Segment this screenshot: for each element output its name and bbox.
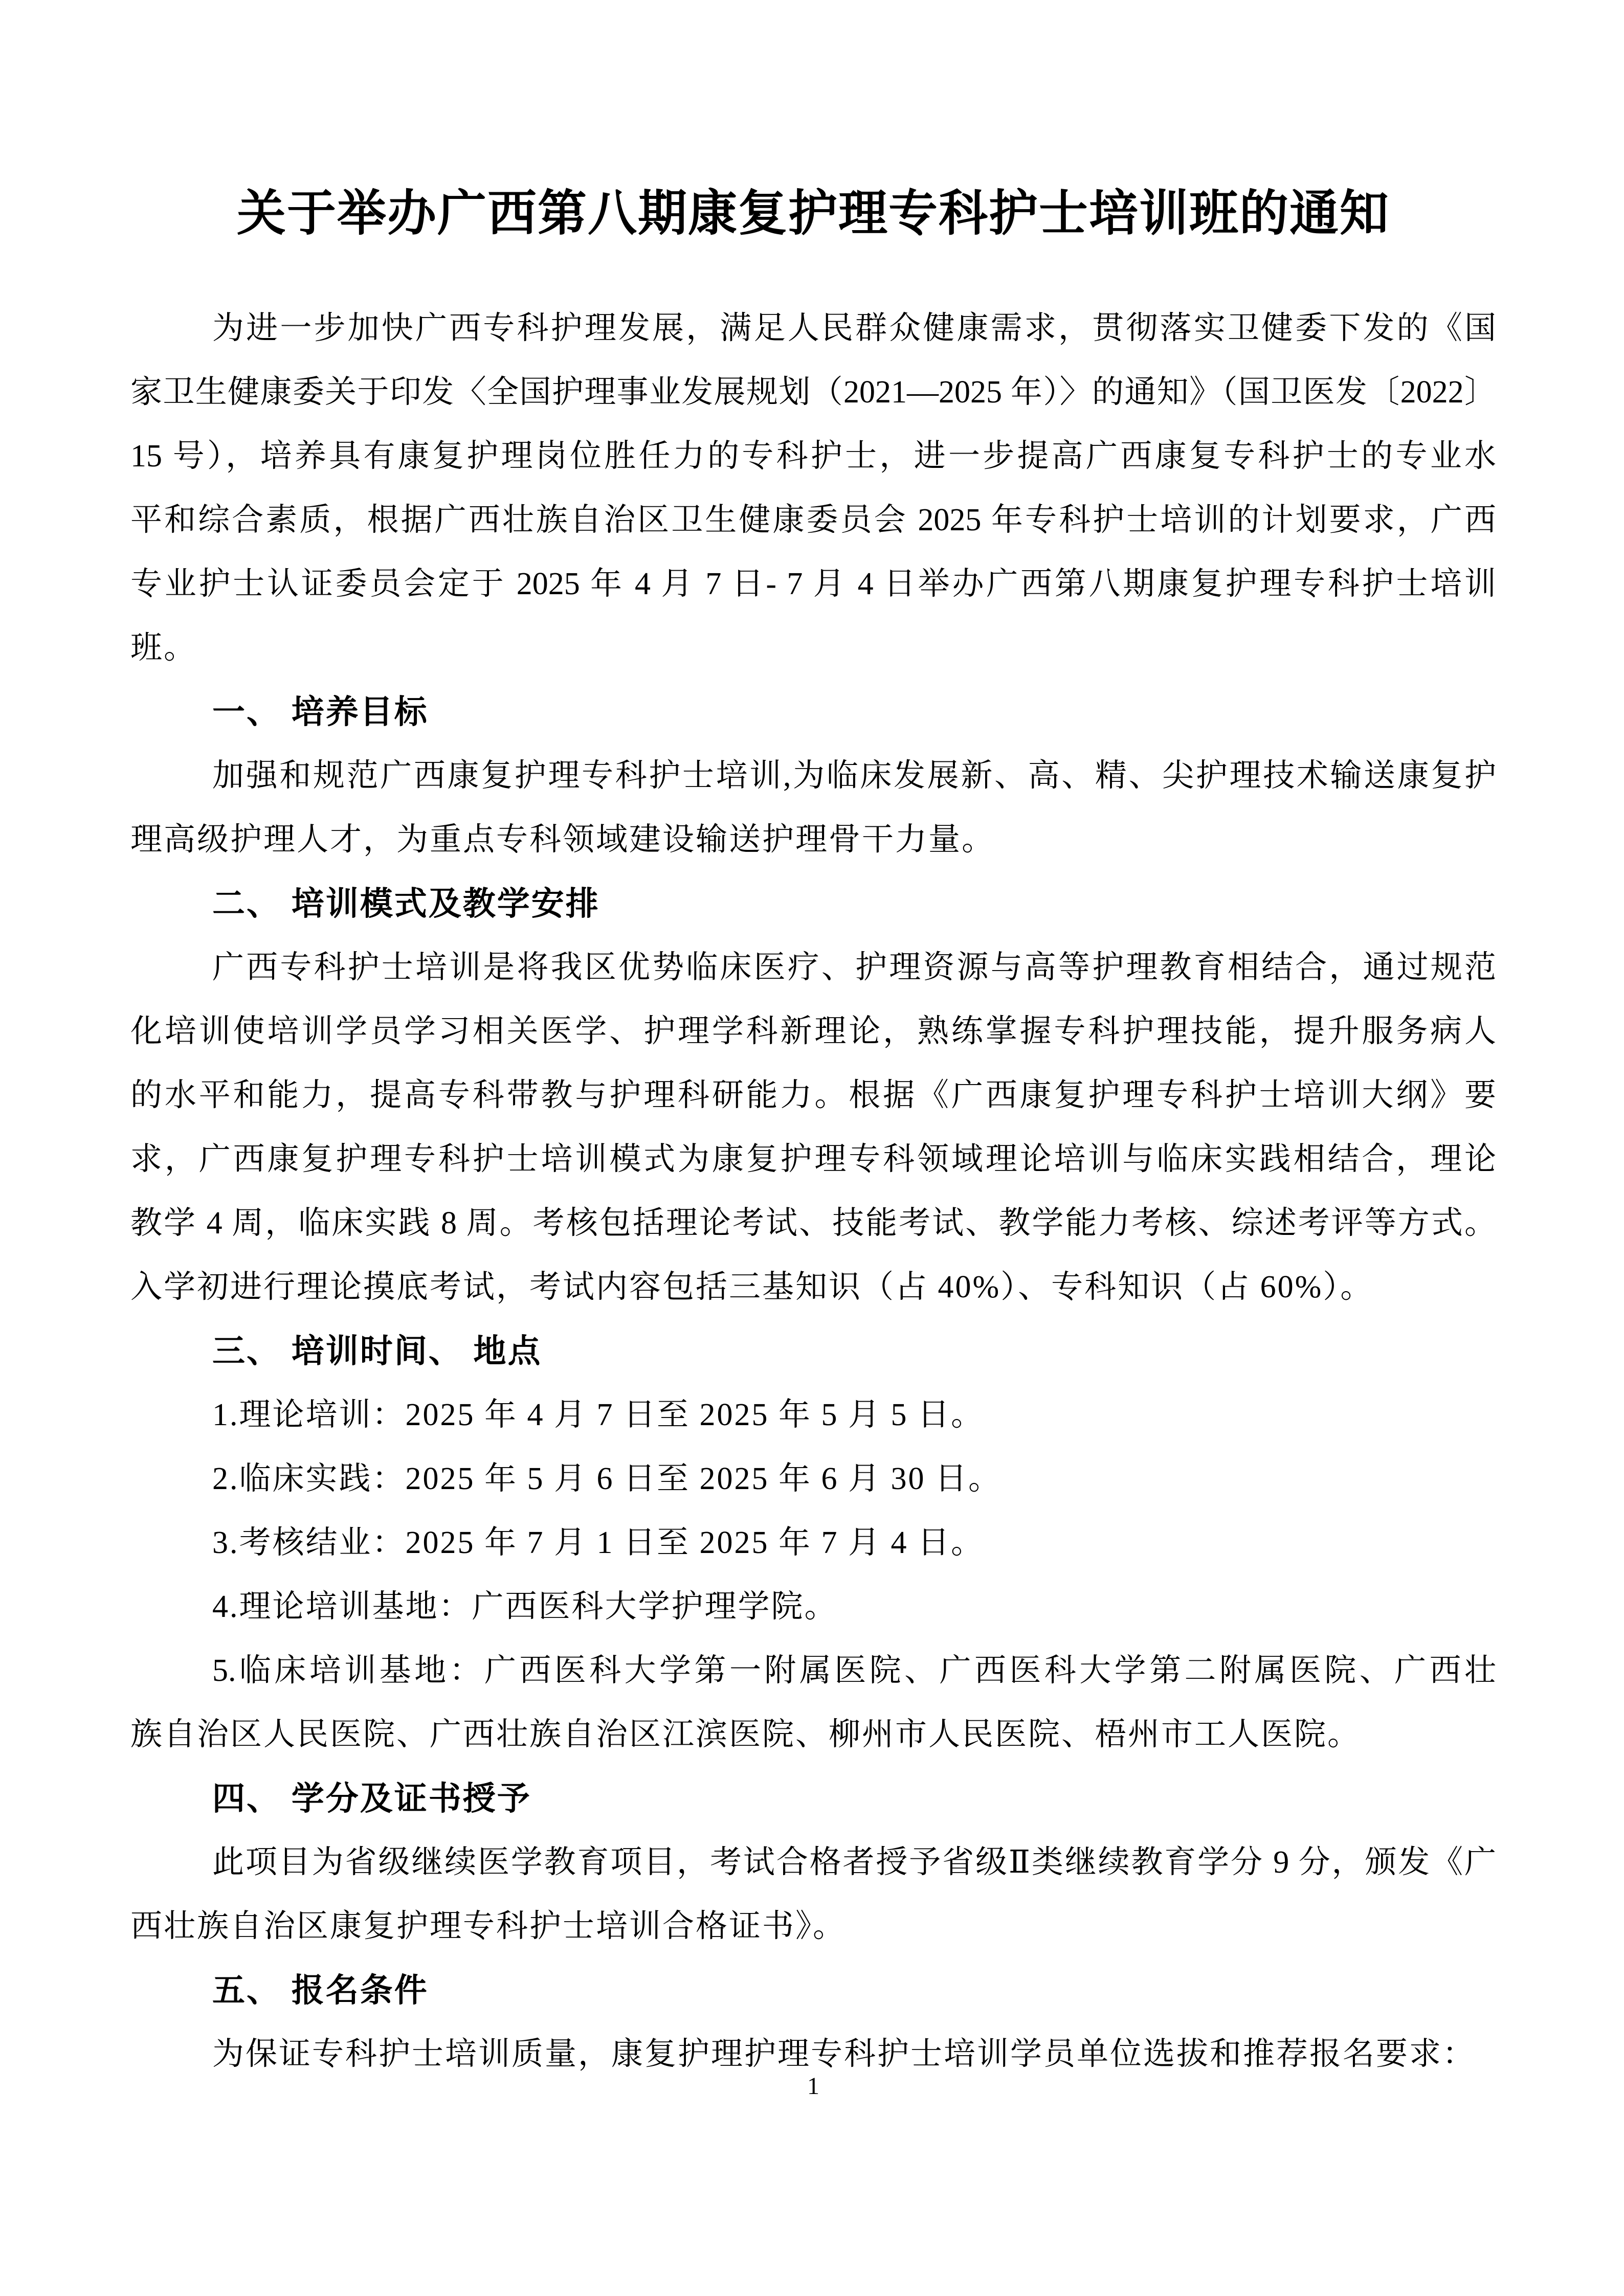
- page-number: 1: [807, 2073, 819, 2100]
- intro-paragraph: [130, 297, 1496, 680]
- section-heading-training-goal: 一、 培养目标: [212, 693, 429, 730]
- text-line: 班。: [130, 631, 197, 665]
- text-line: 教学 4 周，临床实践 8 周。考核包括理论考试、技能考试、教学能力考核、综述考评等方式。: [130, 1206, 1496, 1241]
- text-line: 理高级护理人才，为重点专科领域建设输送护理骨干力量。: [130, 822, 995, 857]
- list-item: 5.临床培训基地：广西医科大学第一附属医院、广西医科大学第二附属医院、广西壮: [212, 1653, 1496, 1688]
- text-line: 加强和规范广西康复护理专科护士培训,为临床发展新、高、精、尖护理技术输送康复护: [212, 758, 1496, 793]
- section-heading-training-mode: 二、 培训模式及教学安排: [212, 885, 600, 922]
- document-title: 关于举办广西第八期康复护理专科护士培训班的通知: [237, 186, 1390, 241]
- text-line: 广西专科护士培训是将我区优势临床医疗、护理资源与高等护理教育相结合，通过规范: [212, 950, 1496, 985]
- text-line: 专业护士认证委员会定于 2025 年 4 月 7 日- 7 月 4 日举办广西第八期康复护理专科护士培训: [130, 567, 1496, 601]
- text-line: 为进一步加快广西专科护理发展，满足人民群众健康需求，贯彻落实卫健委下发的《国: [212, 311, 1496, 346]
- text-line: 化培训使培训学员学习相关医学、护理学科新理论，熟练掌握专科护理技能，提升服务病人: [130, 1014, 1496, 1049]
- section-paragraph: [130, 744, 1496, 872]
- section-heading-application-conditions: 五、 报名条件: [212, 1972, 429, 2009]
- section-paragraph: [130, 936, 1496, 1319]
- text-line: 入学初进行理论摸底考试，考试内容包括三基知识（占 40%）、专科知识（占 60%）。: [130, 1270, 1374, 1304]
- numbered-list: [130, 1383, 1496, 1767]
- section-heading-time-place: 三、 培训时间、 地点: [212, 1333, 542, 1369]
- text-line: 家卫生健康委关于印发〈全国护理事业发展规划（2021—2025 年）〉的通知》（国卫医发〔2022〕: [130, 375, 1496, 410]
- text-line: 西壮族自治区康复护理专科护士培训合格证书》。: [130, 1909, 847, 1944]
- list-item: 2.临床实践：2025 年 5 月 6 日至 2025 年 6 月 30 日。: [212, 1461, 1002, 1496]
- text-line: 族自治区人民医院、广西壮族自治区江滨医院、柳州市人民医院、梧州市工人医院。: [130, 1717, 1361, 1752]
- text-line: 15 号），培养具有康复护理岗位胜任力的专科护士，进一步提高广西康复专科护士的专业水: [130, 439, 1496, 474]
- text-line: 为保证专科护士培训质量，康复护理护理专科护士培训学员单位选拔和推荐报名要求：: [212, 2037, 1476, 2072]
- text-line: 此项目为省级继续医学教育项目，考试合格者授予省级Ⅱ类继续教育学分 9 分，颁发《广: [212, 1845, 1496, 1880]
- list-item: 3.考核结业：2025 年 7 月 1 日至 2025 年 7 月 4 日。: [212, 1525, 985, 1560]
- text-line: 求，广西康复护理专科护士培训模式为康复护理专科领域理论培训与临床实践相结合，理论: [130, 1142, 1496, 1177]
- text-line: 的水平和能力，提高专科带教与护理科研能力。根据《广西康复护理专科护士培训大纲》要: [130, 1078, 1496, 1113]
- section-heading-credit-certificate: 四、 学分及证书授予: [212, 1780, 531, 1817]
- list-item: 1.理论培训：2025 年 4 月 7 日至 2025 年 5 月 5 日。: [212, 1398, 985, 1432]
- list-item: 4.理论培训基地：广西医科大学护理学院。: [212, 1589, 838, 1624]
- text-line: 平和综合素质，根据广西壮族自治区卫生健康委员会 2025 年专科护士培训的计划要求，广西: [130, 503, 1496, 537]
- section-paragraph: [130, 1831, 1496, 1959]
